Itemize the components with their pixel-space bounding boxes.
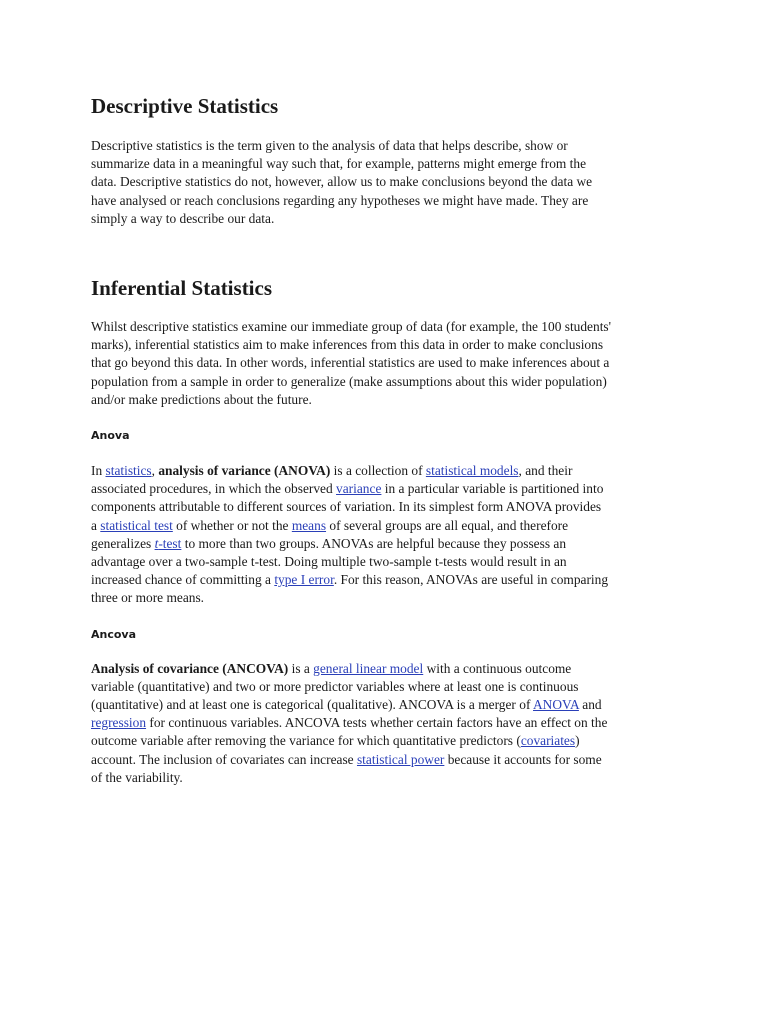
heading-inferential-statistics: Inferential Statistics xyxy=(91,276,273,301)
text-run: increased chance of committing a xyxy=(91,572,275,588)
text-line xyxy=(91,696,691,714)
text-run: because it accounts for some xyxy=(444,751,602,767)
link-statistical-power[interactable]: statistical power xyxy=(356,751,445,767)
link-text: -test xyxy=(158,535,182,551)
text-line xyxy=(91,660,691,678)
text-run: associated procedures, in which the observed xyxy=(91,481,337,497)
text-line: variable (quantitative) and two or more predictor variables where at least one is continuous xyxy=(91,678,579,694)
paragraph-ancova xyxy=(91,660,691,787)
link-covariates[interactable]: covariates xyxy=(520,733,576,749)
link-general-linear-model[interactable]: general linear model xyxy=(313,660,424,676)
link-statistics[interactable]: statistics xyxy=(105,463,152,479)
text-line: simply a way to describe our data. xyxy=(91,210,275,226)
text-run: and xyxy=(578,697,602,713)
text-run: is a xyxy=(288,660,314,676)
text-line: population from a sample in order to generalize (make assumptions about this wider population) xyxy=(91,373,607,389)
text-line xyxy=(91,517,691,535)
bold-term-anova: analysis of variance (ANOVA) xyxy=(158,463,331,479)
text-run: In xyxy=(91,463,106,479)
text-line: Descriptive statistics is the term given to the analysis of data that helps describe, show or xyxy=(91,138,568,153)
text-line: advantage over a two-sample t-test. Doing multiple two-sample t-tests would result in an xyxy=(91,554,567,570)
text-run: of whether or not the xyxy=(172,517,292,533)
link-statistical-test[interactable]: statistical test xyxy=(100,517,173,533)
text-run: in a particular variable is partitioned into xyxy=(381,481,604,497)
text-line xyxy=(91,714,691,732)
text-run: outcome variable after removing the variance for which quantitative predictors ( xyxy=(91,733,521,749)
text-run: with a continuous outcome xyxy=(423,660,572,676)
text-line: Whilst descriptive statistics examine our immediate group of data (for example, the 100 students' xyxy=(91,319,612,335)
heading-descriptive-statistics: Descriptive Statistics xyxy=(91,94,279,118)
link-regression[interactable]: regression xyxy=(91,715,147,731)
text-run: for continuous variables. ANCOVA tests whether certain factors have an effect on the xyxy=(146,715,608,731)
text-line: three or more means. xyxy=(91,590,205,606)
text-run: generalizes xyxy=(91,535,155,551)
text-run: account. The inclusion of covariates can increase xyxy=(91,751,357,767)
paragraph-descriptive xyxy=(91,137,691,228)
italic-t: t xyxy=(154,535,159,551)
text-run: , and their xyxy=(518,463,573,479)
document-content xyxy=(91,92,691,787)
text-line: of the variability. xyxy=(91,769,183,785)
text-line xyxy=(91,751,691,769)
text-run: , xyxy=(151,463,159,479)
text-line xyxy=(91,480,691,498)
heading-ancova: Ancova xyxy=(91,627,137,641)
text-line: summarize data in a meaningful way such that, for example, patterns might emerge from the xyxy=(91,156,587,172)
text-line xyxy=(91,535,691,553)
text-run: (quantitative) and at least one is categorical (qualitative). ANCOVA is a merger of xyxy=(91,697,534,713)
text-line xyxy=(91,732,691,750)
text-line: that go beyond this data. In other words, inferential statistics are used to make inferences about a xyxy=(91,355,610,371)
text-line xyxy=(91,462,691,480)
text-run: to more than two groups. ANOVAs are helpful because they possess an xyxy=(181,535,567,551)
text-run: is a collection of xyxy=(330,463,426,479)
text-line: have analysed or reach conclusions regarding any hypotheses we might have made. They are xyxy=(91,192,589,208)
text-run: a xyxy=(91,517,101,533)
link-type-i-error[interactable]: type I error xyxy=(274,572,334,588)
link-statistical-models[interactable]: statistical models xyxy=(425,463,519,479)
text-line: components attributable to different sources of variation. In its simplest form ANOVA provides xyxy=(91,499,602,515)
text-run: of several groups are all equal, and therefore xyxy=(326,517,569,533)
text-run: ) xyxy=(575,733,580,749)
link-variance[interactable]: variance xyxy=(336,481,382,497)
text-line: data. Descriptive statistics do not, however, allow us to make conclusions beyond the data we xyxy=(91,174,593,190)
paragraph-inferential xyxy=(91,318,691,409)
paragraph-anova xyxy=(91,462,691,608)
heading-anova: Anova xyxy=(91,429,130,443)
link-anova[interactable]: ANOVA xyxy=(533,697,579,713)
bold-term-ancova: Analysis of covariance (ANCOVA) xyxy=(91,660,289,676)
text-line xyxy=(91,571,691,589)
link-t-test[interactable] xyxy=(155,536,182,551)
link-means[interactable]: means xyxy=(291,517,327,533)
text-run: . For this reason, ANOVAs are useful in comparing xyxy=(333,572,609,588)
text-line: marks), inferential statistics aim to make inferences from this data in order to make conclusions xyxy=(91,337,604,353)
text-line: and/or make predictions about the future. xyxy=(91,391,312,407)
